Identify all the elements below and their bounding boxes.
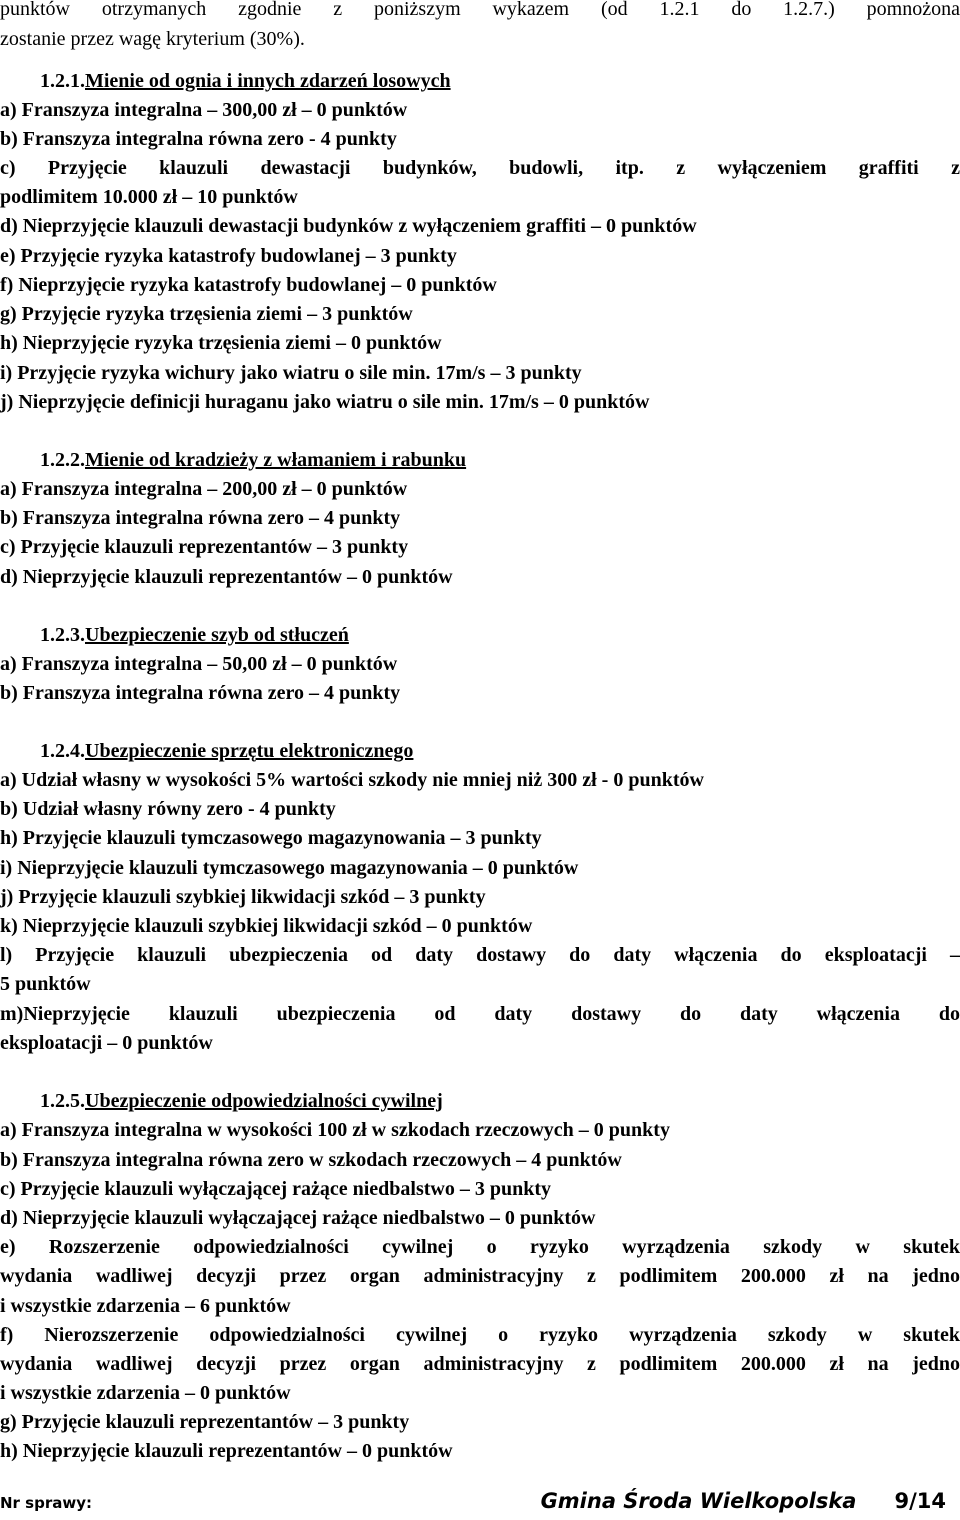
section-title: Ubezpieczenie szyb od stłuczeń — [85, 624, 349, 646]
list-item: i) Przyjęcie ryzyka wichury jako wiatru o sile min. 17m/s – 3 punkty — [0, 362, 582, 384]
list-item: j) Nieprzyjęcie definicji huraganu jako wiatru o sile min. 17m/s – 0 punktów — [0, 391, 650, 413]
list-item: wydania wadliwej decyzji przez organ administracyjny z podlimitem 200.000 zł na jedno — [0, 1265, 960, 1287]
list-item: h) Przyjęcie klauzuli tymczasowego magazynowania – 3 punkty — [0, 827, 542, 849]
section-title: Ubezpieczenie odpowiedzialności cywilnej — [85, 1090, 443, 1112]
section-heading-1-2-3 — [40, 622, 960, 648]
list-item: d) Nieprzyjęcie klauzuli dewastacji budynków z wyłączeniem graffiti – 0 punktów — [0, 215, 697, 237]
list-item: 5 punktów — [0, 973, 91, 995]
list-item: d) Nieprzyjęcie klauzuli reprezentantów – 0 punktów — [0, 566, 453, 588]
list-item: i wszystkie zdarzenia – 0 punktów — [0, 1382, 291, 1404]
section-heading-1-2-1 — [40, 68, 960, 94]
list-item: m)Nieprzyjęcie klauzuli ubezpieczenia od daty dostawy do daty włączenia do — [0, 1003, 960, 1025]
list-item: a) Franszyza integralna – 300,00 zł – 0 punktów — [0, 99, 408, 121]
list-item: j) Przyjęcie klauzuli szybkiej likwidacji szkód – 3 punkty — [0, 886, 486, 908]
list-item: h) Nieprzyjęcie klauzuli reprezentantów – 0 punktów — [0, 1440, 453, 1462]
list-item: c) Przyjęcie klauzuli dewastacji budynków, budowli, itp. z wyłączeniem graffiti z — [0, 157, 960, 179]
section-number: 1.2.5. — [40, 1090, 85, 1112]
list-item: f) Nierozszerzenie odpowiedzialności cywilnej o ryzyko wyrządzenia szkody w skutek — [0, 1324, 960, 1346]
list-item: h) Nieprzyjęcie ryzyka trzęsienia ziemi – 0 punktów — [0, 332, 442, 354]
case-number-label: Nr sprawy: — [0, 1494, 92, 1512]
list-item: i) Nieprzyjęcie klauzuli tymczasowego magazynowania – 0 punktów — [0, 857, 579, 879]
page-footer — [541, 1486, 946, 1516]
list-item: k) Nieprzyjęcie klauzuli szybkiej likwidacji szkód – 0 punktów — [0, 915, 533, 937]
list-item: e) Przyjęcie ryzyka katastrofy budowlanej – 3 punkty — [0, 245, 457, 267]
list-item: eksploatacji – 0 punktów — [0, 1032, 213, 1054]
list-item: g) Przyjęcie klauzuli reprezentantów – 3 punkty — [0, 1411, 410, 1433]
section-heading-1-2-2 — [40, 447, 960, 473]
section-number: 1.2.3. — [40, 624, 85, 646]
section-heading-1-2-4 — [40, 738, 960, 764]
list-item: b) Franszyza integralna równa zero – 4 punkty — [0, 682, 401, 704]
list-item: e) Rozszerzenie odpowiedzialności cywilnej o ryzyko wyrządzenia szkody w skutek — [0, 1236, 960, 1258]
section-number: 1.2.4. — [40, 740, 85, 762]
list-item: podlimitem 10.000 zł – 10 punktów — [0, 186, 298, 208]
list-item: a) Franszyza integralna – 50,00 zł – 0 punktów — [0, 653, 398, 675]
list-item: f) Nieprzyjęcie ryzyka katastrofy budowlanej – 0 punktów — [0, 274, 497, 296]
section-title: Mienie od kradzieży z włamaniem i rabunku — [85, 449, 467, 471]
list-item: a) Franszyza integralna – 200,00 zł – 0 punktów — [0, 478, 408, 500]
list-item: b) Udział własny równy zero - 4 punkty — [0, 798, 336, 820]
list-item: d) Nieprzyjęcie klauzuli wyłączającej rażące niedbalstwo – 0 punktów — [0, 1207, 596, 1229]
list-item: a) Franszyza integralna w wysokości 100 zł w szkodach rzeczowych – 0 punkty — [0, 1119, 670, 1141]
section-number: 1.2.2. — [40, 449, 85, 471]
list-item: wydania wadliwej decyzji przez organ administracyjny z podlimitem 200.000 zł na jedno — [0, 1353, 960, 1375]
list-item: b) Franszyza integralna równa zero w szkodach rzeczowych – 4 punktów — [0, 1149, 622, 1171]
section-heading-1-2-5 — [40, 1088, 960, 1114]
intro-line-2: zostanie przez wagę kryterium (30%). — [0, 28, 305, 50]
section-title: Mienie od ognia i innych zdarzeń losowych — [85, 70, 451, 92]
list-item: l) Przyjęcie klauzuli ubezpieczenia od daty dostawy do daty włączenia do eksploatacji – — [0, 944, 960, 966]
section-title: Ubezpieczenie sprzętu elektronicznego — [85, 740, 414, 762]
section-number: 1.2.1. — [40, 70, 85, 92]
list-item: g) Przyjęcie ryzyka trzęsienia ziemi – 3 punktów — [0, 303, 413, 325]
list-item: c) Przyjęcie klauzuli reprezentantów – 3 punkty — [0, 536, 409, 558]
list-item: i wszystkie zdarzenia – 6 punktów — [0, 1295, 291, 1317]
organization-name: Gmina Środa Wielkopolska — [540, 1489, 857, 1513]
list-item: b) Franszyza integralna równa zero – 4 punkty — [0, 507, 401, 529]
list-item: c) Przyjęcie klauzuli wyłączającej rażące niedbalstwo – 3 punkty — [0, 1178, 552, 1200]
list-item: b) Franszyza integralna równa zero - 4 punkty — [0, 128, 397, 150]
list-item: a) Udział własny w wysokości 5% wartości szkody nie mniej niż 300 zł - 0 punktów — [0, 769, 704, 791]
page-number: 9/14 — [894, 1489, 946, 1513]
intro-line-1: punktów otrzymanych zgodnie z poniższym wykazem (od 1.2.1 do 1.2.7.) pomnożona — [0, 0, 960, 20]
